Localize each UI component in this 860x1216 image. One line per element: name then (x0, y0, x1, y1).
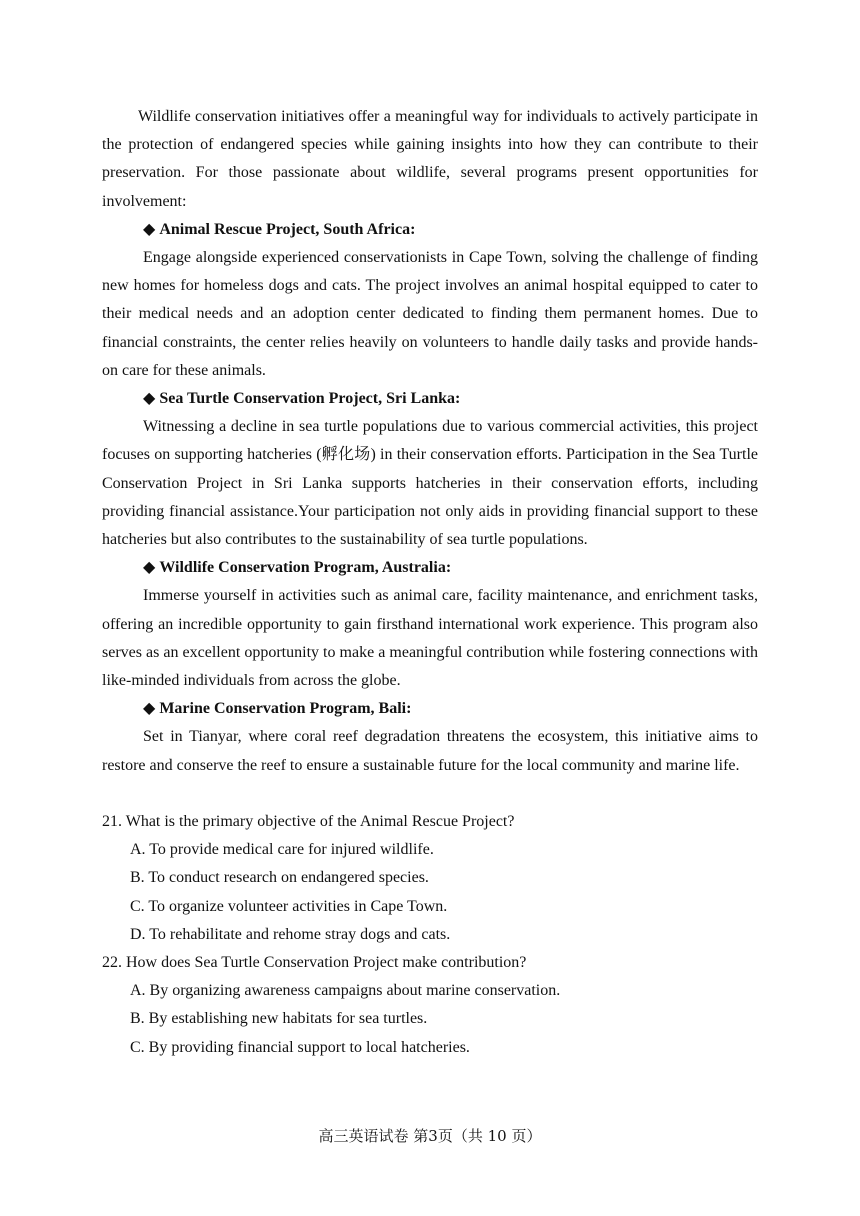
document-page (102, 103, 758, 1062)
answer-option: B. To conduct research on endangered species. (130, 869, 429, 887)
question-stem: 21. What is the primary objective of the Animal Rescue Project? (102, 813, 515, 831)
answer-option: A. By organizing awareness campaigns about marine conservation. (130, 982, 561, 1000)
answer-option: C. By providing financial support to local hatcheries. (130, 1038, 470, 1056)
diamond-bullet-icon: ◆ (143, 220, 156, 238)
program-title: Animal Rescue Project, South Africa: (159, 220, 416, 238)
program-heading (102, 385, 758, 413)
diamond-bullet-icon: ◆ (143, 559, 156, 577)
section-spacer (102, 780, 758, 808)
page-footer: 高三英语试卷 第3页（共 10 页） (318, 1127, 542, 1145)
diamond-bullet-icon: ◆ (143, 390, 156, 408)
program-description: Witnessing a decline in sea turtle populations due to various commercial activities, this project focuses on supporting hatcheries (孵化场) in their conservation efforts. Participation in the Sea Turtle Conservation Project in Sri Lanka supports hatcheries in their conservation efforts, including providing financial assistance.Your participation not only aids in providing financial support to these hatcheries but also contributes to the sustainability of sea turtle populations. (102, 418, 758, 549)
program-description: Immerse yourself in activities such as animal care, facility maintenance, and enrichment tasks, offering an incredible opportunity to gain firsthand international work experience. This program also serves as an excellent opportunity to make a meaningful contribution while fostering connections with like-minded individuals from across the globe. (102, 587, 758, 690)
answer-option: D. To rehabilitate and rehome stray dogs and cats. (130, 925, 451, 943)
program-title: Sea Turtle Conservation Project, Sri Lanka: (159, 390, 461, 408)
question-stem: 22. How does Sea Turtle Conservation Project make contribution? (102, 954, 527, 972)
program-heading (102, 554, 758, 582)
program-heading (102, 216, 758, 244)
intro-paragraph: Wildlife conservation initiatives offer a meaningful way for individuals to actively participate in the protection of endangered species while gaining insights into how they can contribute to their preservation. For those passionate about wildlife, several programs present opportunities for involvement: (102, 108, 758, 210)
program-description: Engage alongside experienced conservationists in Cape Town, solving the challenge of finding new homes for homeless dogs and cats. The project involves an animal hospital equipped to cater to their medical needs and an adoption center dedicated to finding them permanent homes. Due to financial constraints, the center relies heavily on volunteers to handle daily tasks and provide hands-on care for these animals. (102, 249, 758, 379)
answer-option: C. To organize volunteer activities in Cape Town. (130, 897, 448, 915)
program-description: Set in Tianyar, where coral reef degradation threatens the ecosystem, this initiative aims to restore and conserve the reef to ensure a sustainable future for the local community and marine life. (102, 728, 758, 774)
answer-option: B. By establishing new habitats for sea turtles. (130, 1010, 428, 1028)
answer-option: A. To provide medical care for injured wildlife. (130, 841, 434, 859)
diamond-bullet-icon: ◆ (143, 700, 156, 718)
program-title: Wildlife Conservation Program, Australia: (159, 559, 452, 577)
program-heading (102, 695, 758, 723)
program-title: Marine Conservation Program, Bali: (159, 700, 412, 718)
